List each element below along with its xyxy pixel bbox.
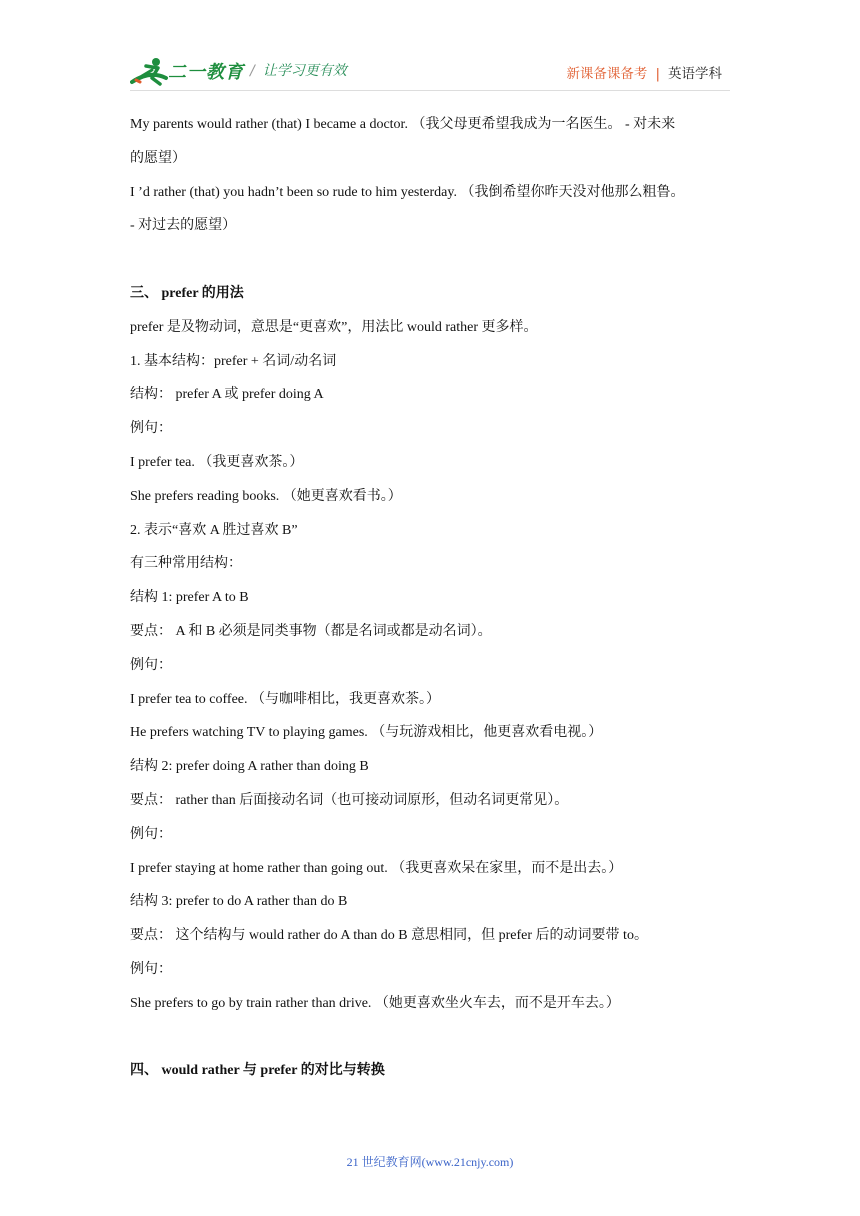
slogan-text: 让学习更有效 xyxy=(262,63,347,79)
text-line: 要点： rather than 后面接动名词（也可接动词原形，但动名词更常见）。 xyxy=(130,792,569,808)
section-heading: 四、 would rather 与 prefer 的对比与转换 xyxy=(130,1063,385,1079)
header-right xyxy=(566,62,722,82)
text-line: 结构 1: prefer A to B xyxy=(130,590,249,606)
document-body xyxy=(130,108,740,1088)
logo-text: 二一教育 xyxy=(168,62,244,83)
text-line: I prefer staying at home rather than going out. （我更喜欢呆在家里，而不是出去。） xyxy=(130,860,623,876)
page-header xyxy=(0,0,860,100)
text-line: I prefer tea. （我更喜欢茶。） xyxy=(130,454,304,470)
text-line: 例句： xyxy=(130,826,172,842)
text-line: My parents would rather (that) I became a doctor. （我父母更希望我成为一名医生。 - 对未来 xyxy=(130,117,676,132)
text-line: I prefer tea to coffee. （与咖啡相比，我更喜欢茶。） xyxy=(130,691,440,707)
section-heading: 三、 prefer 的用法 xyxy=(130,285,244,301)
text-line: 结构 2: prefer doing A rather than doing B xyxy=(130,759,369,775)
text-line: 的愿望） xyxy=(130,150,186,166)
text-line: 结构： prefer A 或 prefer doing A xyxy=(130,387,324,403)
text-line: 有三种常用结构： xyxy=(130,556,242,572)
text-line: She prefers to go by train rather than drive. （她更喜欢坐火车去，而不是开车去。） xyxy=(130,995,620,1011)
text-line: 1. 基本结构：prefer + 名词/动名词 xyxy=(130,353,337,369)
text-line: She prefers reading books. （她更喜欢看书。） xyxy=(130,488,402,504)
text-line: prefer 是及物动词，意思是“更喜欢”，用法比 would rather 更多样。 xyxy=(130,319,538,335)
text-line: 要点： 这个结构与 would rather do A than do B 意思相同，但 prefer 后的动词要带 to。 xyxy=(130,928,648,944)
header-slogan xyxy=(250,60,347,80)
text-line: 要点： A 和 B 必须是同类事物（都是名词或都是动名词）。 xyxy=(130,623,492,639)
slogan-slash: / xyxy=(250,63,255,79)
text-line: He prefers watching TV to playing games. （与玩游戏相比，他更喜欢看电视。） xyxy=(130,725,603,741)
text-line: - 对过去的愿望） xyxy=(130,218,237,234)
text-line: 结构 3: prefer to do A rather than do B xyxy=(130,894,348,910)
text-line: 例句： xyxy=(130,657,172,673)
blank-line xyxy=(130,1021,740,1055)
text-line: I ’d rather (that) you hadn’t been so rude to him yesterday. （我倒希望你昨天没对他那么粗鲁。 xyxy=(130,184,685,200)
header-separator: | xyxy=(655,66,660,82)
text-line: 2. 表示“喜欢 A 胜过喜欢 B” xyxy=(130,522,298,538)
page-footer: 21 世纪教育网(www.21cnjy.com) xyxy=(346,1155,514,1169)
blank-line xyxy=(130,243,740,277)
text-line: 例句： xyxy=(130,421,172,437)
header-divider xyxy=(130,90,730,91)
header-subject-label: 英语学科 xyxy=(668,66,722,82)
header-course-label: 新课备课备考 xyxy=(566,66,648,82)
text-line: 例句： xyxy=(130,961,172,977)
